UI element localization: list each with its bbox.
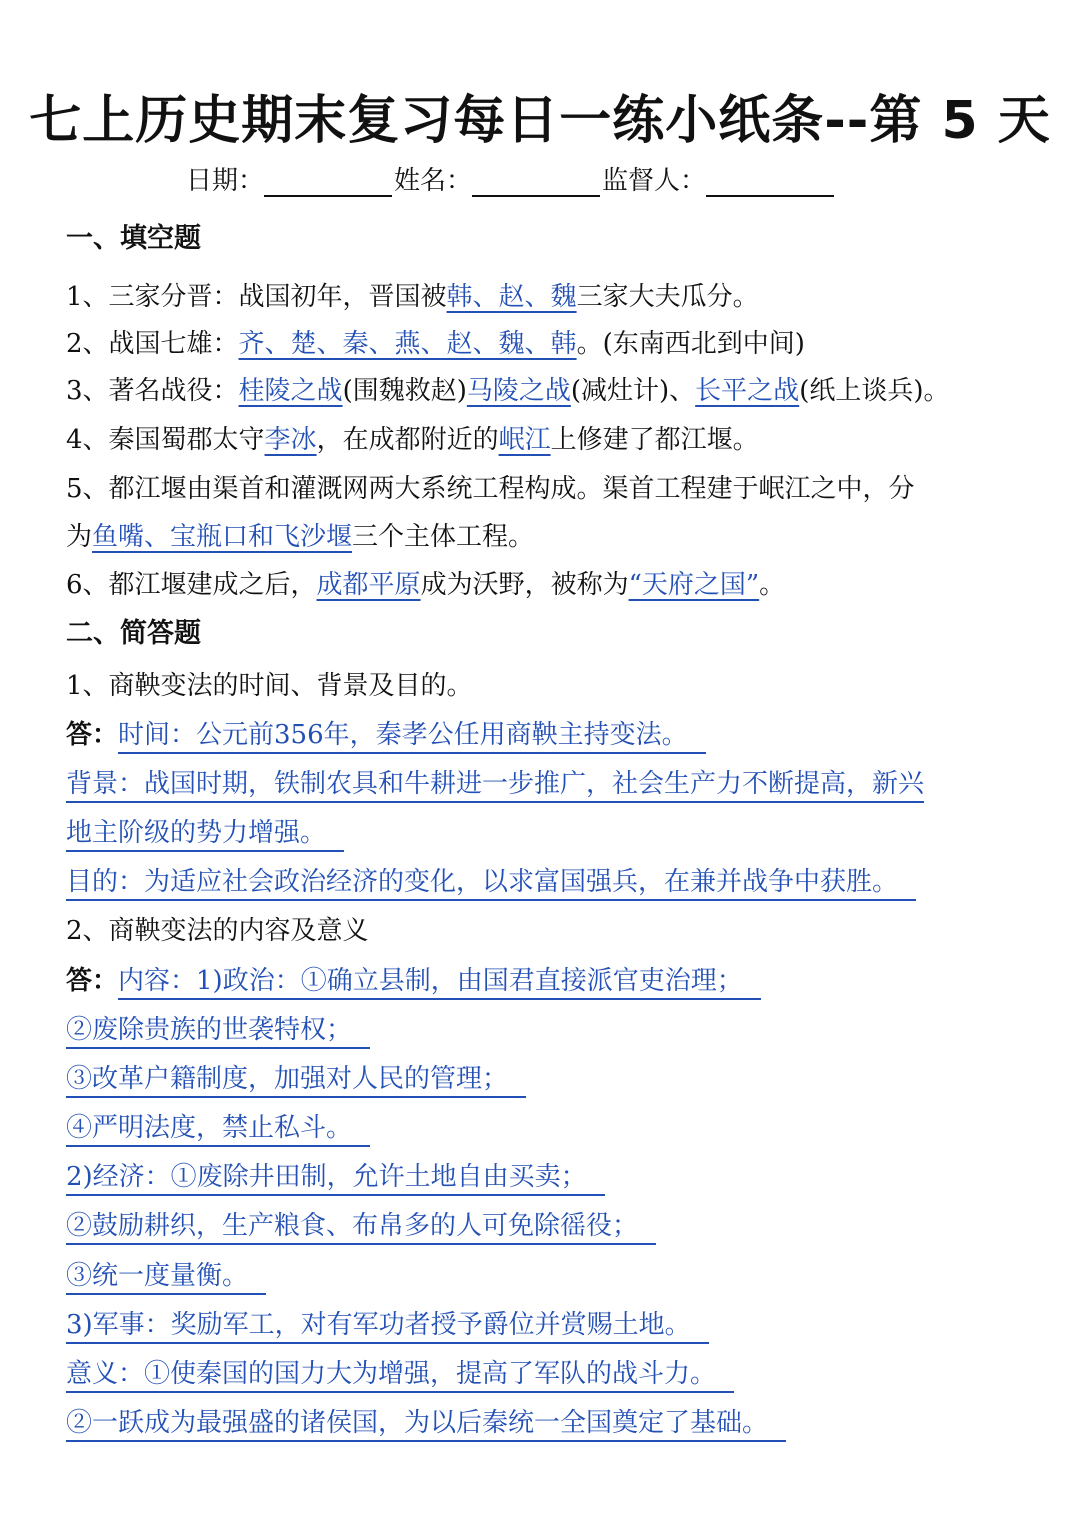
q6-text: 6、都江堰建成之后， — [66, 570, 317, 600]
answer-2-text-9: 意义：①使秦国的国力大为增强，提高了军队的战斗力。 — [66, 1359, 734, 1393]
fill-question-2 — [66, 327, 805, 361]
short-question-2: 2、商鞅变法的内容及意义 — [66, 916, 369, 946]
q6-answer-1: 成都平原 — [316, 570, 421, 600]
q1-suffix: 三家大夫瓜分。 — [576, 282, 759, 312]
q1-text: 1、三家分晋：战国初年，晋国被 — [66, 282, 447, 312]
answer-1-background-1 — [66, 767, 924, 801]
fill-question-1 — [66, 280, 759, 314]
page-title: 七上历史期末复习每日一练小纸条--第 5 天 — [29, 91, 1051, 151]
date-label: 日期： — [186, 166, 265, 196]
section-heading-short-answer: 二、简答题 — [66, 618, 201, 649]
q3-answer-1: 桂陵之战 — [238, 376, 343, 406]
q6-suffix: 。 — [759, 570, 786, 600]
q2-text: 2、战国七雄： — [66, 329, 239, 359]
q4-text: 4、秦国蜀郡太守 — [66, 425, 265, 455]
answer-2-text-4: ④严明法度，禁止私斗。 — [66, 1113, 370, 1147]
q4-text-3: 上修建了都江堰。 — [550, 425, 759, 455]
q4-text-2: ，在成都附近的 — [316, 425, 499, 455]
answer-1-time-text: 时间：公元前356年，秦孝公任用商鞅主持变法。 — [118, 720, 706, 754]
answer-2-text-1: 内容：1)政治：①确立县制，由国君直接派官吏治理； — [118, 966, 761, 1000]
answer-2-text-7: ③统一度量衡。 — [66, 1261, 266, 1295]
answer-2-line-2 — [66, 1013, 370, 1047]
answer-label: 答： — [66, 720, 119, 750]
fill-question-5-line-2 — [66, 520, 534, 554]
q1-answer: 韩、赵、魏 — [446, 282, 577, 312]
q5-text: 为 — [66, 522, 93, 552]
fill-question-4 — [66, 423, 759, 457]
q4-answer-2: 岷江 — [498, 425, 551, 455]
answer-1-background-text-1: 背景：战国时期，铁制农具和牛耕进一步推广，社会生产力不断提高，新兴 — [66, 769, 924, 803]
fill-question-6 — [66, 568, 785, 602]
supervisor-label: 监督人： — [602, 166, 707, 196]
fill-question-5-line-1: 5、都江堰由渠首和灌溉网两大系统工程构成。渠首工程建于岷江之中，分 — [66, 474, 915, 504]
name-blank — [472, 169, 600, 197]
answer-2-text-6: ②鼓励耕织，生产粮食、布帛多的人可免除徭役； — [66, 1211, 656, 1245]
answer-2-line-7 — [66, 1259, 266, 1293]
answer-1-background-2 — [66, 816, 344, 850]
answer-2-line-8 — [66, 1308, 709, 1342]
q3-text: 3、著名战役： — [66, 376, 239, 406]
answer-label: 答： — [66, 966, 119, 996]
fill-question-3 — [66, 374, 949, 408]
answer-2-line-9 — [66, 1357, 734, 1391]
q5-answer: 鱼嘴、宝瓶口和飞沙堰 — [92, 522, 353, 552]
answer-1-time — [66, 718, 706, 752]
q2-suffix: 。(东南西北到中间) — [576, 329, 805, 359]
answer-2-line-5 — [66, 1160, 605, 1194]
q3-note-3: (纸上谈兵)。 — [799, 376, 950, 406]
answer-2-text-5: 2)经济：①废除井田制，允许土地自由买卖； — [66, 1162, 605, 1196]
q5-suffix: 三个主体工程。 — [352, 522, 535, 552]
answer-1-purpose-text: 目的：为适应社会政治经济的变化，以求富国强兵，在兼并战争中获胜。 — [66, 867, 916, 901]
q3-note-2: (减灶计)、 — [570, 376, 696, 406]
answer-2-text-8: 3)军事：奖励军工，对有军功者授予爵位并赏赐土地。 — [66, 1310, 709, 1344]
q4-answer-1: 李冰 — [264, 425, 317, 455]
q6-text-2: 成为沃野，被称为 — [420, 570, 629, 600]
date-blank — [264, 169, 392, 197]
q3-note-1: (围魏救赵) — [342, 376, 467, 406]
name-label: 姓名： — [394, 166, 473, 196]
answer-2-line-4 — [66, 1111, 370, 1145]
answer-2-line-3 — [66, 1062, 526, 1096]
supervisor-blank — [706, 169, 834, 197]
q3-answer-3: 长平之战 — [695, 376, 800, 406]
answer-2-text-2: ②废除贵族的世袭特权； — [66, 1015, 370, 1049]
answer-1-purpose — [66, 865, 916, 899]
answer-2-line-10 — [66, 1406, 786, 1440]
answer-2-text-10: ②一跃成为最强盛的诸侯国，为以后秦统一全国奠定了基础。 — [66, 1408, 786, 1442]
answer-2-line-1 — [66, 964, 761, 998]
q3-answer-2: 马陵之战 — [466, 376, 571, 406]
q2-answer: 齐、楚、秦、燕、赵、魏、韩 — [238, 329, 577, 359]
header-fields — [186, 160, 836, 197]
answer-2-line-6 — [66, 1209, 656, 1243]
short-question-1: 1、商鞅变法的时间、背景及目的。 — [66, 671, 473, 701]
section-heading-fill: 一、填空题 — [66, 223, 201, 254]
answer-2-text-3: ③改革户籍制度，加强对人民的管理； — [66, 1064, 526, 1098]
q6-answer-2: “天府之国” — [628, 570, 760, 600]
answer-1-background-text-2: 地主阶级的势力增强。 — [66, 818, 344, 852]
